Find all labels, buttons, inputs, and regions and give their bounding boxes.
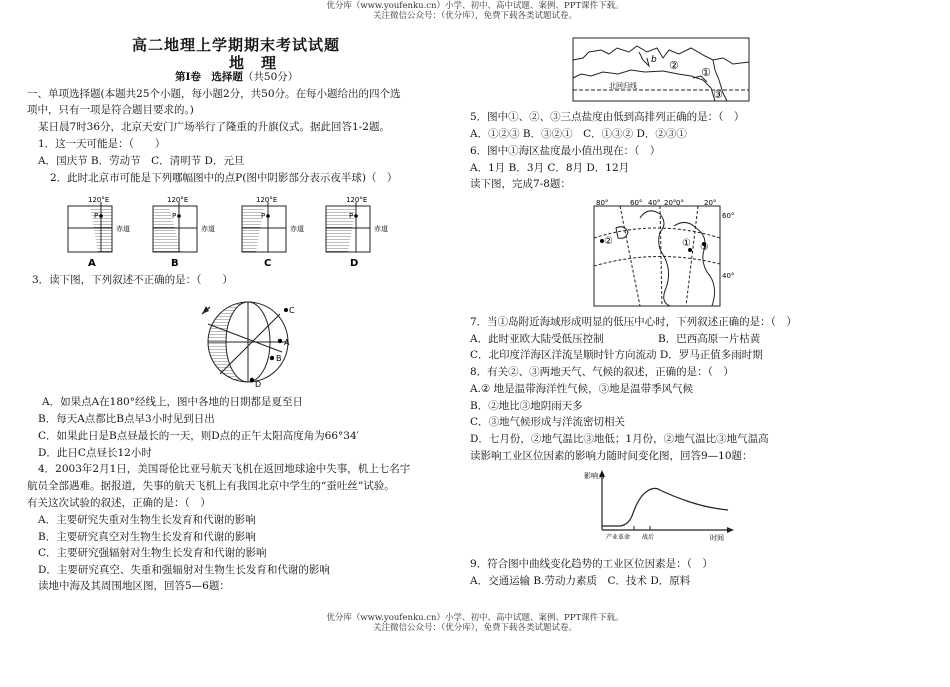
question-3-option-a: A．如果点A在180°经线上，图中各地的日期都是夏至日 [42,396,303,408]
q2-figure [60,194,390,270]
instruction-line2: 项中，只有一项是符合题目要求的。) [27,104,194,116]
q2-b-lon-label: 120°E [167,196,189,204]
map1-tropic-label: 北回归线 [609,82,637,90]
context-q7-8: 读下图，完成7-8题： [470,178,571,190]
q2-diagram-a [68,196,130,269]
graph-mark-postwar: 战后 [642,534,655,541]
question-8-option-a: A.② 地是温带海洋性气候，③地是温带季风气候 [470,383,694,395]
map2-marker-1: ① [682,238,691,249]
map2-lat-label-40: 40° [722,272,735,280]
map1-label-b: b [651,55,657,65]
map2-lon-label-2: 60° [630,199,643,207]
map2-lon-label-5: 0° [676,199,684,207]
map1-marker-1: ① [701,66,711,79]
question-8-option-b: B．②地比③地阴雨天多 [470,400,583,412]
q3-globe-figure [200,292,300,392]
q2-c-lon-label: 120°E [256,196,278,204]
question-4-option-d: D．主要研究真空、失重和强辐射对生物生长发育和代谢的影响 [38,564,330,576]
question-4-line3: 有关这次试验的叙述，正确的是：（ ） [27,497,211,509]
page-footer-line2: 关注微信公众号：（优分库），免费下载各类试题试卷。 [372,623,577,633]
q2-label-a: A [88,258,96,269]
question-1: 1．这一天可能是：（ ） [38,138,166,150]
q2-a-point: P [94,212,99,220]
context-q5-6: 读地中海及其周围地区图，回答5—6题： [38,580,230,592]
q3-label-a: A [284,338,290,347]
map2-lon-label-4: 20° [664,199,677,207]
page-header-line1: 优分库（www.youfenku.cn）小学、初中、高中试题、案例、PPT课件下载。 [326,1,624,11]
map1-marker-2: ② [669,59,679,72]
graph-ylabel-1: 影响力 [584,472,605,480]
map2-lon-label-6: 20° [704,199,717,207]
graph-mark-industrial-revolution: 产业革命 [606,534,631,541]
question-7-option-b: B．巴西高原一片枯黄 [658,333,761,345]
map2-marker-3: ③ [700,242,709,253]
question-4-option-a: A．主要研究失重对生物生长发育和代谢的影响 [38,514,256,526]
question-6-options: A．1月 B．3月 C．8月 D．12月 [470,162,630,174]
context-q1-2: 某日晨7时36分，北京天安门广场举行了隆重的升旗仪式。据此回答1-2题。 [38,121,390,133]
q2-label-c: C [264,258,272,269]
question-9-options: A．交通运输 B.劳动力素质 C．技术 D．原料 [470,575,691,587]
map2-marker-2: ② [604,236,613,247]
question-7-option-c-d: C．北印度洋海区洋流呈顺时针方向流动 D．罗马正值多雨时期 [470,349,763,361]
part-label: 第Ⅰ卷 选择题 [175,71,243,83]
q2-d-lon-label: 120°E [346,196,368,204]
question-5-options: A．①②③ B．③②① C．①③② D．②③① [470,128,687,140]
q2-d-equator: 赤道 [374,225,388,233]
q3-label-c: C [289,306,295,315]
q2-diagram-c [242,196,304,269]
map2-lon-label-3: 40° [648,199,661,207]
question-8-option-d: D．七月份，②地气温比③地低；1月份，②地气温比③地气温高 [470,433,769,445]
instruction-line1: 一、单项选择题(本题共25个小题，每小题2分，共50分。在每小题给出的四个选 [27,88,401,100]
europe-map [590,198,735,310]
question-4-line1: 4．2003年2月1日，美国哥伦比亚号航天飞机在返回地球途中失事，机上七名宇 [38,463,411,475]
page-footer-line1: 优分库（www.youfenku.cn）小学、初中、高中试题、案例、PPT课件下载。 [326,613,624,623]
question-2: 2．此时北京市可能是下列哪幅图中的点P(图中阴影部分表示夜半球)（ ） [50,172,398,184]
question-1-options: A．国庆节 B．劳动节 C．清明节 D．元旦 [38,155,245,167]
question-3-option-c: C．如果此日是B点昼最长的一天，则D点的正午太阳高度角为66°34′ [38,430,360,442]
q2-label-b: B [171,258,179,269]
question-6: 6．图中①海区盐度最小值出现在：（ ） [470,145,661,157]
question-4-option-c: C．主要研究强辐射对生物生长发育和代谢的影响 [38,547,267,559]
q2-b-point: P [172,212,177,220]
question-8-option-c: C．③地气候形成与洋流密切相关 [470,416,626,428]
question-7-option-a: A．此时亚欧大陆受低压控制 [470,333,604,345]
q2-b-equator: 赤道 [201,225,215,233]
q3-label-b: B [276,354,282,363]
question-5: 5．图中①、②、③三点盐度由低到高排列正确的是：（ ） [470,111,745,123]
q2-c-point: P [261,212,266,220]
question-4-line2: 航员全部遇难。据报道，失事的航天飞机上有我国北京中学生的“蚕吐丝”试验。 [27,480,395,492]
q2-diagram-d [326,196,388,269]
mediterranean-map [573,38,750,102]
exam-subject: 地 理 [229,54,278,72]
q3-label-d: D [255,380,262,389]
part-heading [175,71,298,84]
question-3-option-b: B．每天A点都比B点早3小时见到日出 [38,413,215,425]
question-4-option-b: B．主要研究真空对生物生长发育和代谢的影响 [38,531,256,543]
question-8: 8．有关②、③两地天气、气候的叙述，正确的是：（ ） [470,366,734,378]
exam-title: 高二地理上学期期末考试试题 [132,36,341,54]
map2-lon-label-1: 80° [596,199,609,207]
q2-label-d: D [350,258,359,269]
influence-graph [580,468,740,544]
map2-lat-label-60: 60° [722,212,735,220]
q2-diagram-b [153,196,215,269]
graph-xlabel: 时间 [710,534,724,542]
question-9: 9．符合图中曲线变化趋势的工业区位因素是：（ ） [470,558,713,570]
q2-a-equator: 赤道 [116,225,130,233]
part-note: （共50分） [242,71,299,83]
context-q9-10: 读影响工业区位因素的影响力随时间变化图，回答9—10题： [470,450,753,462]
question-3: 3．读下图，下列叙述不正确的是：（ ） [32,274,233,286]
question-3-option-d: D．此日C点昼长12小时 [38,447,152,459]
map1-marker-3: ③ [713,88,723,101]
q2-c-equator: 赤道 [290,225,304,233]
question-7: 7．当①岛附近海域形成明显的低压中心时，下列叙述正确的是：（ ） [470,316,797,328]
q2-a-lon-label: 120°E [88,196,110,204]
q2-d-point: P [349,212,354,220]
page-header-line2: 关注微信公众号：（优分库），免费下载各类试题试卷。 [372,11,577,21]
